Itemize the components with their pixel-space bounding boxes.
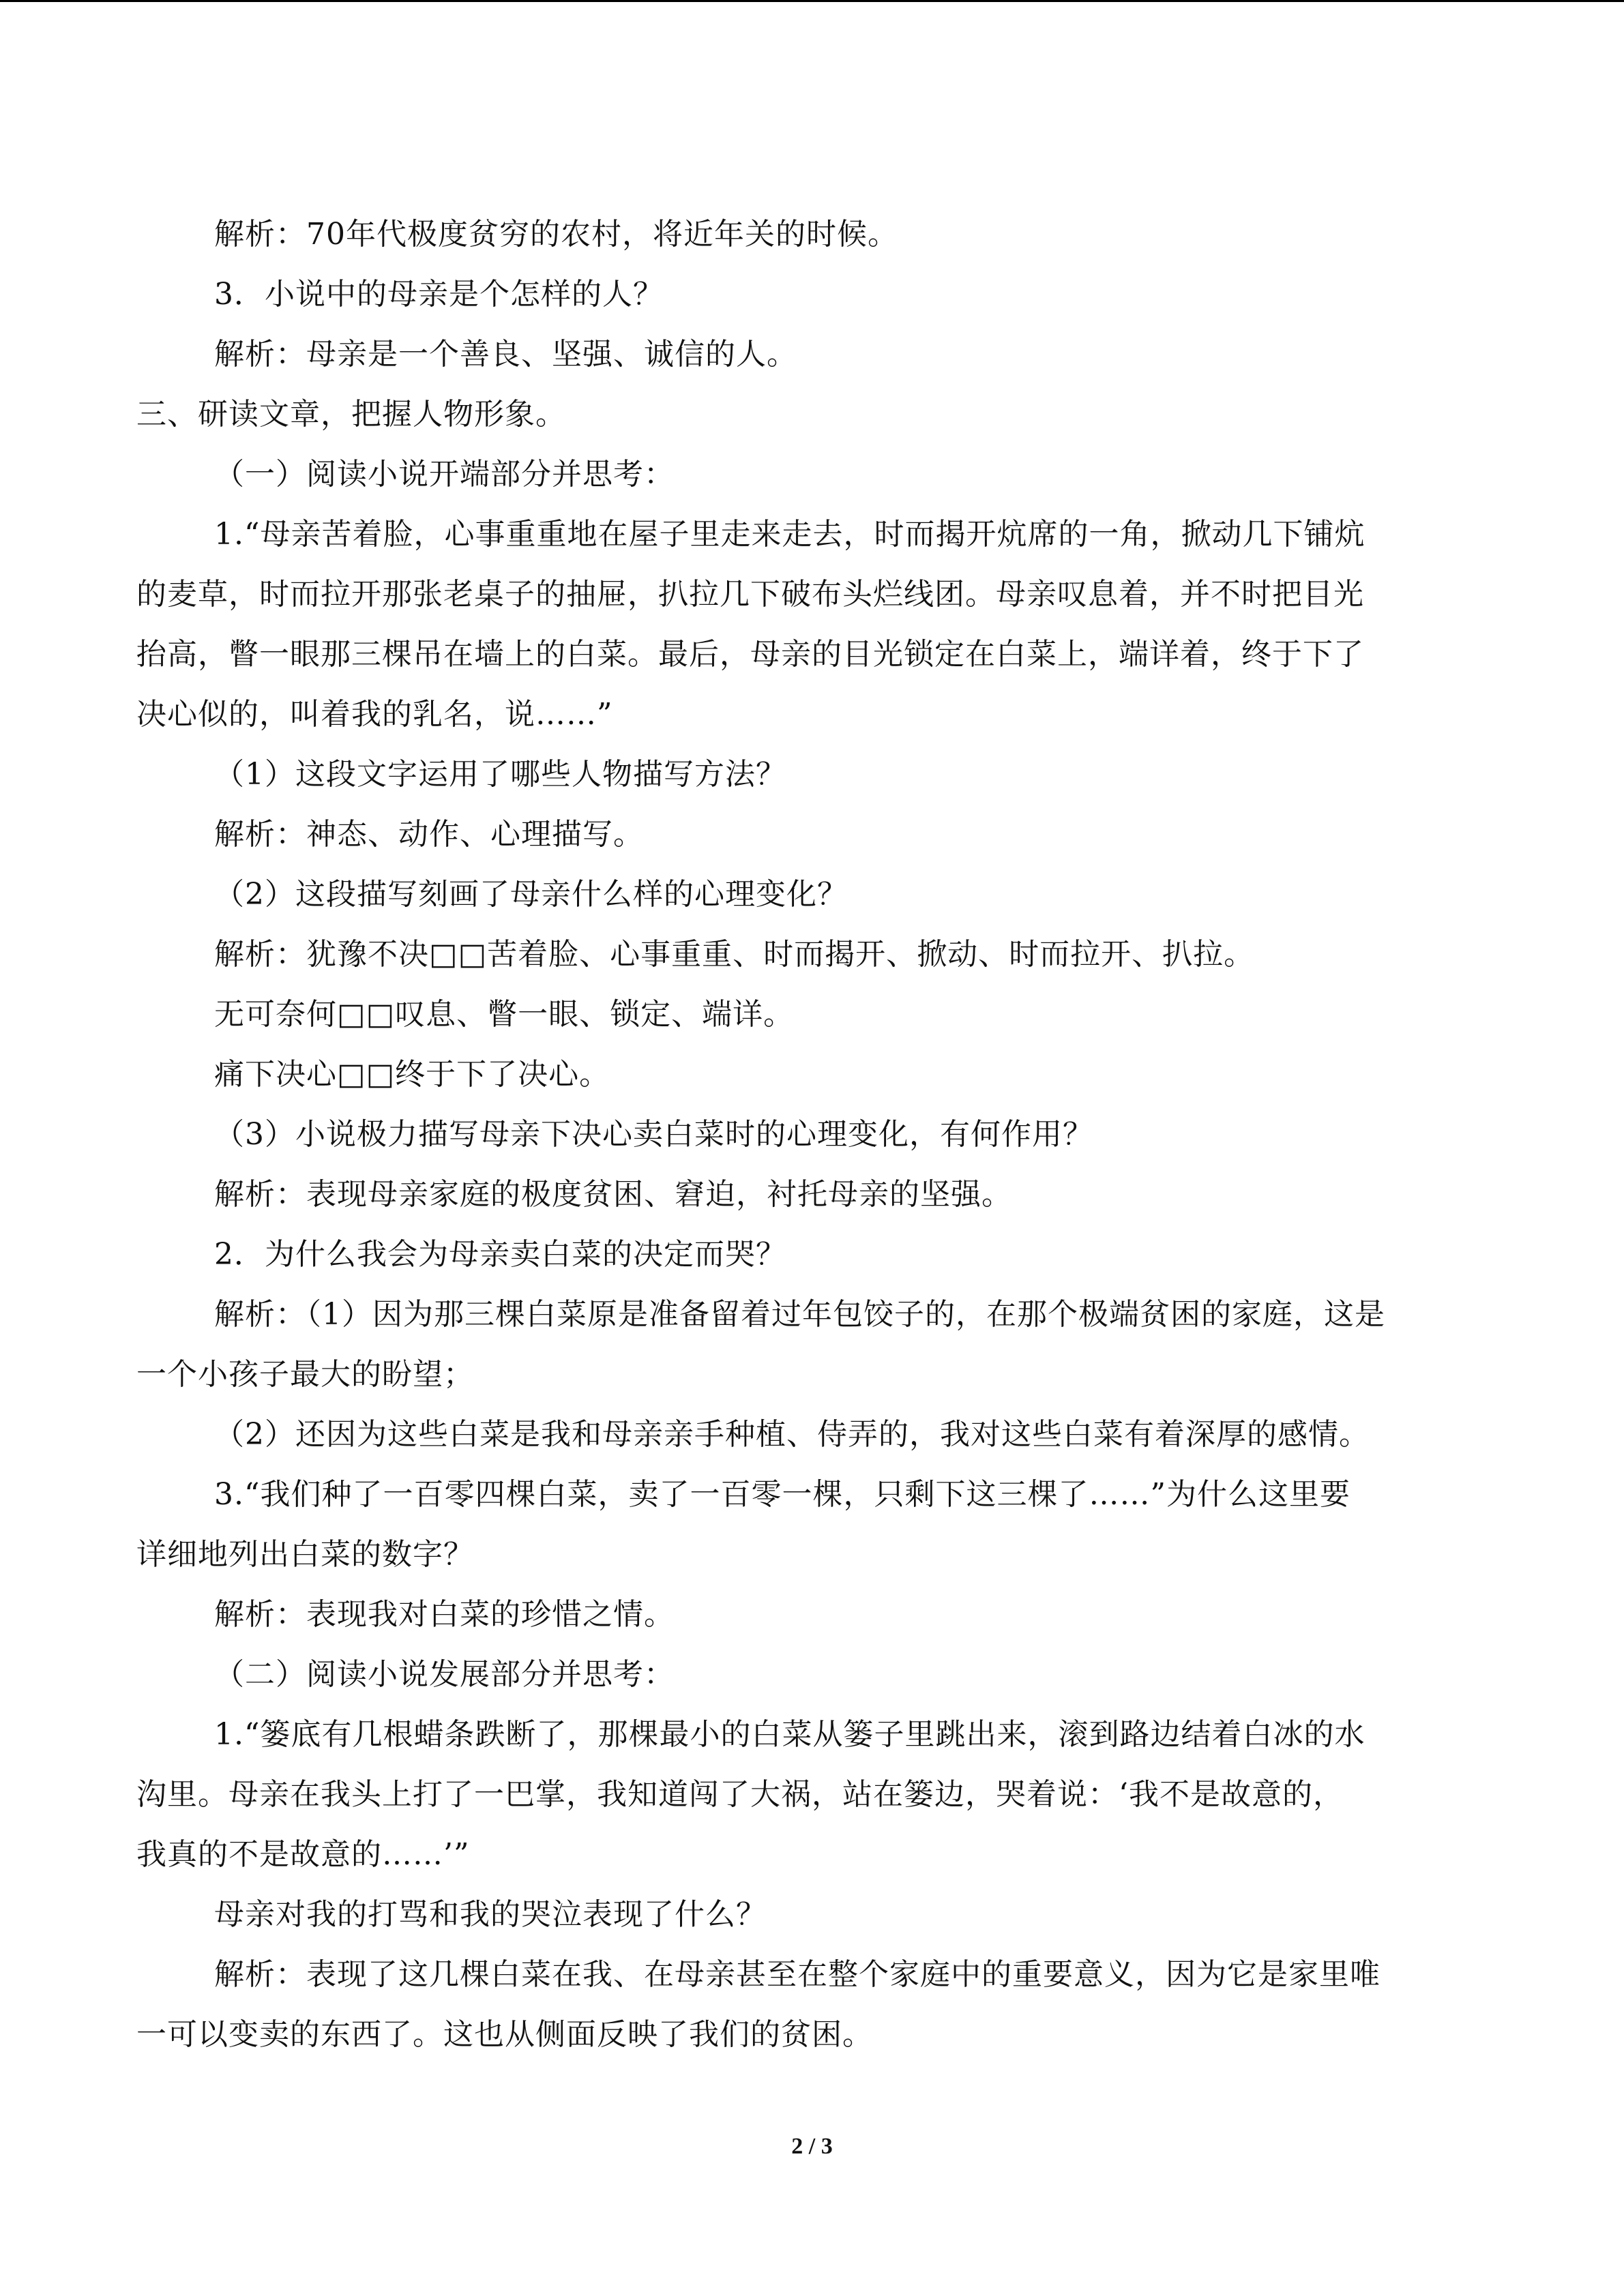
text-line: 3.“我们种了一百零四棵白菜，卖了一百零一棵，只剩下这三棵了……”为什么这里要 [214, 1477, 1350, 1512]
text-line: （2）这段描写刻画了母亲什么样的心理变化？ [214, 877, 848, 912]
text-line: 解析：表现我对白菜的珍惜之情。 [214, 1597, 675, 1632]
document-body [136, 205, 1473, 2065]
top-border-line [0, 0, 1624, 2]
text-line: 解析：表现了这几棵白菜在我、在母亲甚至在整个家庭中的重要意义，因为它是家里唯 [214, 1957, 1381, 1992]
text-line: 1.“母亲苦着脸，心事重重地在屋子里走来走去，时而揭开炕席的一角，掀动几下铺炕 [214, 517, 1365, 552]
subsection-heading: （一）阅读小说开端部分并思考： [214, 457, 675, 492]
text-line: 2．为什么我会为母亲卖白菜的决定而哭？ [214, 1237, 786, 1272]
text-line: 详细地列出白菜的数字？ [136, 1537, 474, 1572]
text-line: （1）这段文字运用了哪些人物描写方法？ [214, 757, 786, 792]
text-line: 我真的不是故意的……’” [136, 1837, 470, 1872]
text-line: 母亲对我的打骂和我的哭泣表现了什么？ [214, 1897, 767, 1932]
text-line: 一可以变卖的东西了。这也从侧面反映了我们的贫困。 [136, 2017, 873, 2052]
page-number: 2 / 3 [791, 2134, 833, 2159]
text-line: 解析：70年代极度贫穷的农村，将近年关的时候。 [214, 217, 898, 252]
text-line: （3）小说极力描写母亲下决心卖白菜时的心理变化，有何作用？ [214, 1117, 1093, 1152]
text-line: 无可奈何□□叹息、瞥一眼、锁定、端详。 [214, 997, 795, 1032]
section-heading: 三、研读文章，把握人物形象。 [136, 397, 566, 432]
text-line: 沟里。母亲在我头上打了一巴掌，我知道闯了大祸，站在篓边，哭着说：‘我不是故意的， [136, 1777, 1344, 1812]
text-line: 的麦草，时而拉开那张老桌子的抽屉，扒拉几下破布头烂线团。母亲叹息着，并不时把目光 [136, 577, 1364, 612]
text-line: 3．小说中的母亲是个怎样的人？ [214, 277, 664, 312]
text-line: 解析：表现母亲家庭的极度贫困、窘迫，衬托母亲的坚强。 [214, 1177, 1012, 1212]
text-line: 解析：母亲是一个善良、坚强、诚信的人。 [214, 337, 797, 372]
text-line: 解析：神态、动作、心理描写。 [214, 817, 644, 852]
text-line: 解析：（1）因为那三棵白菜原是准备留着过年包饺子的，在那个极端贫困的家庭，这是 [214, 1297, 1385, 1332]
text-line: 抬高，瞥一眼那三棵吊在墙上的白菜。最后，母亲的目光锁定在白菜上，端详着，终于下了 [136, 637, 1364, 672]
text-line: 1.“篓底有几根蜡条跌断了，那棵最小的白菜从篓子里跳出来，滚到路边结着白冰的水 [214, 1717, 1365, 1752]
text-line: 决心似的，叫着我的乳名，说……” [136, 697, 613, 732]
text-line: （2）还因为这些白菜是我和母亲亲手种植、侍弄的，我对这些白菜有着深厚的感情。 [214, 1417, 1370, 1452]
text-line: 解析：犹豫不决□□苦着脸、心事重重、时而揭开、掀动、时而拉开、扒拉。 [214, 937, 1255, 972]
text-line: 痛下决心□□终于下了决心。 [214, 1057, 610, 1092]
text-line: 一个小孩子最大的盼望； [136, 1357, 474, 1392]
subsection-heading: （二）阅读小说发展部分并思考： [214, 1657, 675, 1692]
